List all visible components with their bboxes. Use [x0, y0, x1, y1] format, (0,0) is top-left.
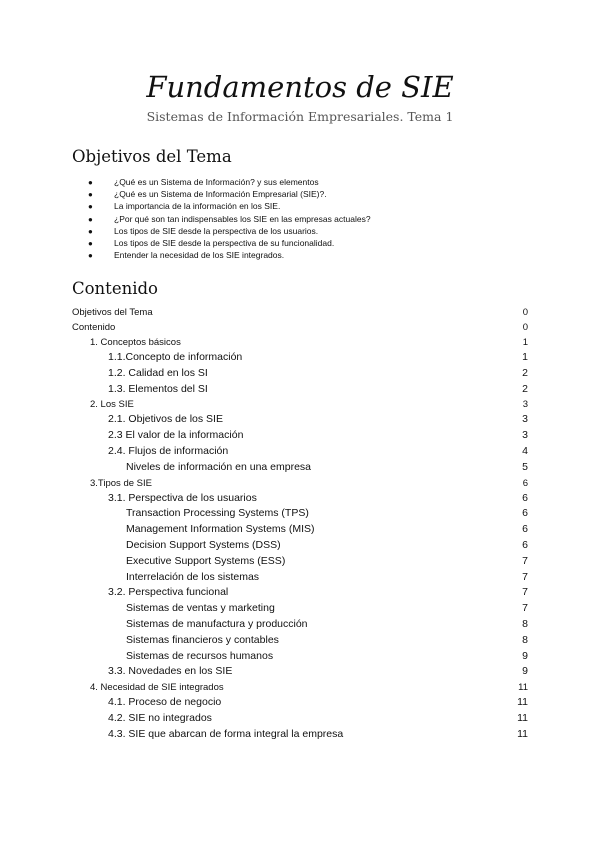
bullet-icon: ●	[88, 238, 93, 248]
toc-entry[interactable]	[72, 382, 528, 398]
toc-entry[interactable]	[72, 601, 528, 617]
objective-text: Los tipos de SIE desde la perspectiva de los usuarios.	[114, 225, 319, 236]
toc-entry[interactable]	[72, 335, 528, 350]
toc-entry-page: 8	[522, 617, 528, 630]
table-of-contents	[72, 306, 528, 743]
toc-entry[interactable]	[72, 306, 528, 321]
toc-entry[interactable]	[72, 491, 528, 507]
toc-entry-title: 2. Los SIE	[90, 399, 134, 411]
toc-entry-title: Sistemas de ventas y marketing	[126, 602, 275, 615]
bullet-icon: ●	[88, 202, 93, 212]
toc-entry[interactable]	[72, 554, 528, 570]
objective-text: ¿Por qué son tan indispensables los SIE en las empresas actuales?	[114, 213, 371, 224]
toc-entry-title: 2.4. Flujos de información	[108, 444, 229, 457]
toc-entry-title: 3.1. Perspectiva de los usuarios	[108, 491, 257, 504]
toc-entry[interactable]	[72, 649, 528, 665]
toc-entry-page: 3	[522, 429, 528, 442]
toc-entry-title: Management Information Systems (MIS)	[126, 523, 315, 536]
toc-entry[interactable]	[72, 522, 528, 538]
toc-entry-title: Objetivos del Tema	[72, 307, 153, 318]
toc-entry[interactable]	[72, 444, 528, 460]
toc-entry-title: 4.1. Proceso de negocio	[108, 696, 222, 709]
toc-entry[interactable]	[72, 412, 528, 428]
toc-entry-page: 6	[522, 538, 528, 551]
toc-entry-page: 6	[522, 477, 528, 489]
toc-entry-page: 2	[522, 382, 528, 395]
toc-entry-page: 11	[517, 711, 528, 724]
objective-item	[88, 213, 371, 225]
toc-entry-title: 3.2. Perspectiva funcional	[108, 586, 229, 599]
toc-entry[interactable]	[72, 711, 528, 727]
toc-entry-title: 4. Necesidad de SIE integrados	[90, 682, 224, 694]
toc-entry-title: 1.2. Calidad en los SI	[108, 366, 208, 379]
bullet-icon: ●	[88, 178, 93, 187]
bullet-icon: ●	[88, 214, 93, 224]
toc-entry-page: 1	[522, 337, 528, 348]
toc-entry-page: 4	[522, 444, 528, 457]
toc-entry-page: 7	[522, 554, 528, 567]
toc-entry[interactable]	[72, 350, 528, 366]
toc-entry-page: 7	[522, 586, 528, 599]
toc-entry-page: 3	[522, 413, 528, 426]
toc-entry-title: 4.2. SIE no integrados	[108, 711, 212, 724]
toc-entry-title: 1.1.Concepto de información	[108, 351, 243, 363]
toc-entry-page: 11	[518, 682, 528, 694]
toc-entry-title: Interrelación de los sistemas	[126, 570, 260, 583]
toc-entry-title: 1. Conceptos básicos	[90, 337, 181, 348]
document-title: Fundamentos de SIE	[146, 70, 454, 104]
toc-entry-page: 0	[522, 321, 528, 333]
toc-entry[interactable]	[72, 460, 528, 476]
objective-item	[88, 225, 371, 237]
toc-entry[interactable]	[72, 321, 528, 336]
toc-entry[interactable]	[72, 617, 528, 633]
toc-entry-page: 11	[517, 696, 528, 709]
toc-entry[interactable]	[72, 366, 528, 382]
objective-item	[88, 176, 371, 188]
toc-entry-title: 4.3. SIE que abarcan de forma integral la empresa	[108, 727, 344, 740]
toc-entry[interactable]	[72, 538, 528, 554]
toc-entry[interactable]	[72, 570, 528, 586]
toc-entry-page: 9	[522, 649, 528, 662]
toc-entry-title: Sistemas financieros y contables	[126, 633, 279, 646]
toc-entry-page: 7	[522, 602, 528, 615]
toc-entry[interactable]	[72, 664, 528, 680]
toc-entry-page: 8	[522, 633, 528, 646]
toc-entry-title: 2.1. Objetivos de los SIE	[108, 413, 223, 426]
toc-entry[interactable]	[72, 633, 528, 649]
toc-entry-title: Sistemas de recursos humanos	[126, 649, 274, 662]
bullet-icon: ●	[88, 251, 93, 261]
toc-entry-title: 3.3. Novedades en los SIE	[108, 665, 233, 678]
objective-text: Los tipos de SIE desde la perspectiva de su funcionalidad.	[114, 237, 335, 248]
toc-entry-page: 3	[522, 399, 528, 411]
toc-entry-page: 1	[522, 351, 528, 363]
toc-entry-page: 6	[522, 523, 528, 536]
toc-entry-title: 3.Tipos de SIE	[90, 477, 152, 489]
toc-entry-title: 2.3 El valor de la información	[108, 429, 244, 442]
objective-text: Entender la necesidad de los SIE integrados.	[114, 250, 285, 261]
toc-entry[interactable]	[72, 506, 528, 522]
toc-entry-title: Decision Support Systems (DSS)	[126, 538, 281, 551]
toc-entry-page: 6	[522, 491, 528, 504]
toc-entry-title: Executive Support Systems (ESS)	[126, 554, 286, 567]
toc-entry[interactable]	[72, 727, 528, 743]
toc-entry-page: 9	[522, 665, 528, 678]
contents-heading: Contenido	[72, 279, 158, 298]
bullet-icon: ●	[88, 190, 93, 200]
toc-entry[interactable]	[72, 695, 528, 711]
toc-entry-page: 7	[522, 570, 528, 583]
toc-entry[interactable]	[72, 680, 528, 695]
toc-entry-title: 1.3. Elementos del SI	[108, 382, 208, 395]
bullet-icon: ●	[88, 226, 93, 236]
document-subtitle: Sistemas de Información Empresariales. Tema 1	[146, 109, 454, 124]
toc-entry-page: 5	[522, 460, 528, 473]
toc-entry-title: Sistemas de manufactura y producción	[126, 617, 308, 630]
objective-text: ¿Qué es un Sistema de Información Empresarial (SIE)?.	[114, 189, 327, 200]
toc-entry-title: Niveles de información en una empresa	[126, 460, 312, 473]
objectives-heading: Objetivos del Tema	[72, 147, 232, 166]
objective-text: ¿Qué es un Sistema de Información? y sus elementos	[114, 177, 319, 187]
toc-entry-title: Transaction Processing Systems (TPS)	[126, 507, 309, 520]
objective-item	[88, 200, 371, 212]
toc-entry-page: 11	[517, 727, 528, 740]
toc-entry[interactable]	[72, 585, 528, 601]
objective-item	[88, 237, 371, 249]
objective-text: La importancia de la información en los SIE.	[114, 201, 281, 212]
objective-item	[88, 249, 371, 261]
toc-entry-page: 6	[522, 507, 528, 520]
toc-entry-page: 0	[522, 307, 528, 318]
toc-entry-title: Contenido	[72, 321, 116, 333]
toc-entry[interactable]	[72, 476, 528, 491]
objectives-list	[88, 176, 371, 261]
toc-entry-page: 2	[522, 366, 528, 379]
toc-entry[interactable]	[72, 397, 528, 412]
toc-entry[interactable]	[72, 428, 528, 444]
objective-item	[88, 188, 371, 200]
